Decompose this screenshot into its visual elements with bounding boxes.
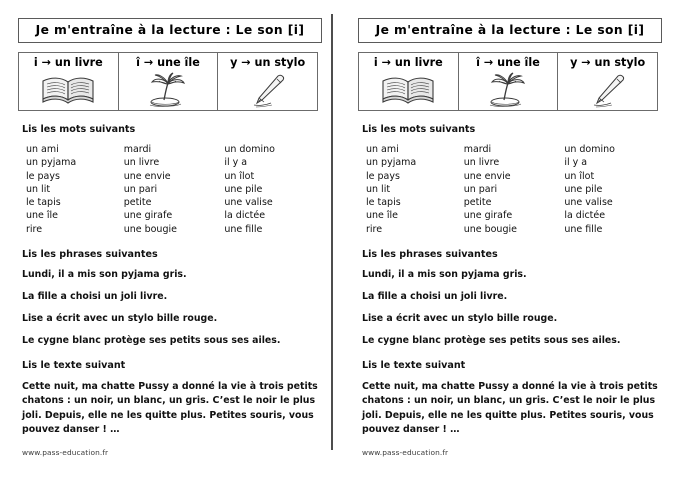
words-column-2 xyxy=(464,143,565,236)
list-item: mardi xyxy=(463,144,492,155)
open-book-icon xyxy=(359,70,458,110)
list-item: une envie xyxy=(463,170,511,182)
list-item: un lit xyxy=(26,183,51,195)
sentences-section-heading: Lis les phrases suivantes xyxy=(22,249,158,261)
words-list xyxy=(26,143,322,236)
sound-cell-i xyxy=(359,53,459,111)
reading-paragraph: Cette nuit, ma chatte Pussy a donné la vie à trois petits chatons : un noir, un blanc, un gris. C’est le noir le plus joli. Depuis, elle ne les quitte plus. Petites souris, vous pouvez danser ! … xyxy=(22,381,318,436)
list-item: un livre xyxy=(123,157,160,169)
list-item: petite xyxy=(123,197,152,209)
sound-cell-header: î → une île xyxy=(136,56,200,69)
list-item: le pays xyxy=(366,170,400,182)
list-item: une île xyxy=(26,210,59,222)
list-item: La fille a choisi un joli livre. xyxy=(362,291,508,303)
fountain-pen-icon xyxy=(218,70,317,110)
list-item: une envie xyxy=(123,170,171,182)
list-item: un domino xyxy=(564,144,615,155)
text-section-heading: Lis le texte suivant xyxy=(22,360,126,372)
list-item: une girafe xyxy=(123,210,173,222)
text-section-heading: Lis le texte suivant xyxy=(362,360,466,372)
list-item: La fille a choisi un joli livre. xyxy=(22,291,168,303)
sentences-section-heading: Lis les phrases suivantes xyxy=(362,249,498,261)
sound-cell-i-circumflex xyxy=(118,53,218,111)
list-item: le tapis xyxy=(26,197,61,209)
footer-website: www.pass-education.fr xyxy=(22,448,109,457)
list-item: Lundi, il a mis son pyjama gris. xyxy=(22,269,187,281)
list-item: le tapis xyxy=(366,197,401,209)
sound-cell-header: y → un stylo xyxy=(230,56,306,69)
list-item: une fille xyxy=(224,223,263,235)
list-item: un îlot xyxy=(224,170,255,182)
page-title: Je m'entraîne à la lecture : Le son [i] xyxy=(375,23,645,37)
list-item: un pari xyxy=(463,183,498,195)
list-item: mardi xyxy=(123,144,152,155)
page-title: Je m'entraîne à la lecture : Le son [i] xyxy=(35,23,305,37)
sentences-list xyxy=(362,269,662,347)
table-row xyxy=(359,53,658,111)
words-column-1 xyxy=(26,143,124,236)
list-item: une pile xyxy=(564,183,603,195)
list-item: Lise a écrit avec un stylo bille rouge. xyxy=(22,313,218,325)
words-column-3 xyxy=(564,143,662,236)
sound-cell-y xyxy=(558,53,658,111)
words-column-1 xyxy=(366,143,464,236)
sound-cell-i xyxy=(19,53,119,111)
words-section-heading: Lis les mots suivants xyxy=(362,124,476,135)
sound-cell-i-circumflex xyxy=(458,53,558,111)
reading-paragraph: Cette nuit, ma chatte Pussy a donné la vie à trois petits chatons : un noir, un blanc, un gris. C’est le noir le plus joli. Depuis, elle ne les quitte plus. Petites souris, vous pouvez danser ! … xyxy=(362,381,658,436)
palm-island-icon xyxy=(459,70,558,110)
list-item: rire xyxy=(366,223,383,235)
list-item: une valise xyxy=(564,197,613,209)
list-item: Le cygne blanc protège ses petits sous ses ailes. xyxy=(362,335,621,347)
list-item: une fille xyxy=(564,223,603,235)
table-row xyxy=(19,53,318,111)
fountain-pen-icon xyxy=(558,70,657,110)
words-section-heading: Lis les mots suivants xyxy=(22,124,136,135)
list-item: un îlot xyxy=(564,170,595,182)
sound-cell-header: i → un livre xyxy=(33,56,103,69)
list-item: rire xyxy=(26,223,43,235)
list-item: une girafe xyxy=(463,210,513,222)
list-item: un pyjama xyxy=(26,157,77,169)
list-item: un ami xyxy=(366,144,399,155)
title-banner xyxy=(18,18,322,43)
worksheet-copy-right xyxy=(340,0,680,480)
sound-table xyxy=(18,52,318,111)
list-item: Lise a écrit avec un stylo bille rouge. xyxy=(362,313,558,325)
words-column-2 xyxy=(124,143,225,236)
list-item: une bougie xyxy=(123,223,177,235)
title-banner xyxy=(358,18,662,43)
sound-cell-header: î → une île xyxy=(476,56,540,69)
sound-cell-y xyxy=(218,53,318,111)
list-item: il y a xyxy=(564,157,588,169)
palm-island-icon xyxy=(119,70,218,110)
list-item: le pays xyxy=(26,170,60,182)
list-item: une pile xyxy=(224,183,263,195)
list-item: la dictée xyxy=(224,210,266,222)
list-item: la dictée xyxy=(564,210,606,222)
list-item: une île xyxy=(366,210,399,222)
list-item: un domino xyxy=(224,144,275,155)
list-item: un lit xyxy=(366,183,391,195)
list-item: Le cygne blanc protège ses petits sous ses ailes. xyxy=(22,335,281,347)
sound-cell-header: i → un livre xyxy=(373,56,443,69)
sound-cell-header: y → un stylo xyxy=(570,56,646,69)
list-item: une valise xyxy=(224,197,273,209)
sound-table xyxy=(358,52,658,111)
footer-website: www.pass-education.fr xyxy=(362,448,449,457)
sentences-list xyxy=(22,269,322,347)
list-item: il y a xyxy=(224,157,248,169)
open-book-icon xyxy=(19,70,118,110)
list-item: un pari xyxy=(123,183,158,195)
words-list xyxy=(366,143,662,236)
list-item: Lundi, il a mis son pyjama gris. xyxy=(362,269,527,281)
list-item: un livre xyxy=(463,157,500,169)
words-column-3 xyxy=(224,143,322,236)
list-item: petite xyxy=(463,197,492,209)
list-item: un ami xyxy=(26,144,59,155)
list-item: un pyjama xyxy=(366,157,417,169)
list-item: une bougie xyxy=(463,223,517,235)
